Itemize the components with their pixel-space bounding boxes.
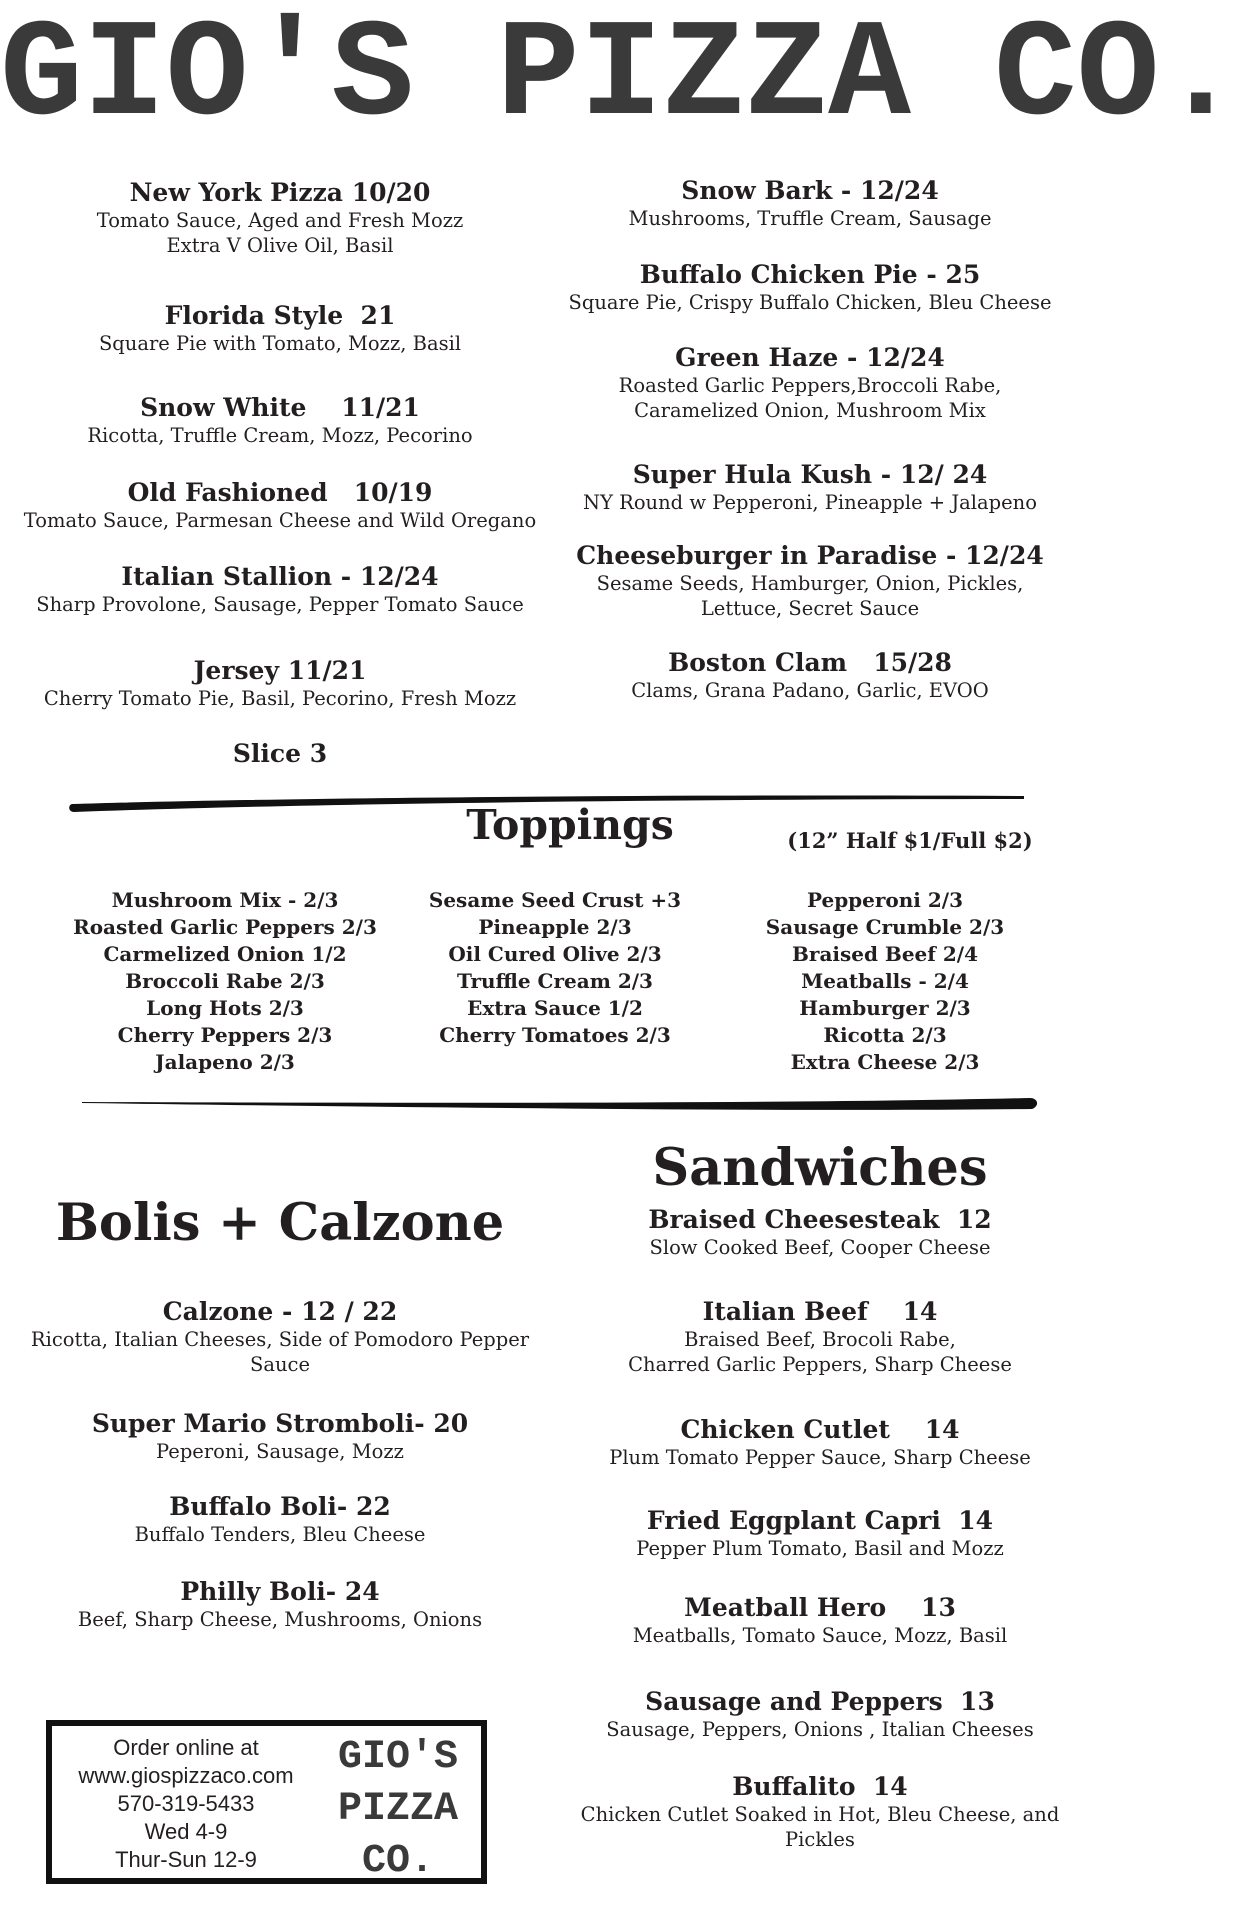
- sandwiches-heading: Sandwiches: [652, 1138, 988, 1198]
- item-name: Boston Clam 15/28: [668, 648, 952, 677]
- menu-item: [0, 178, 560, 258]
- item-name: Fried Eggplant Capri 14: [646, 1506, 994, 1535]
- menu-item: [540, 541, 1080, 621]
- order-online-label: Order online at: [113, 1735, 259, 1760]
- item-description: Roasted Garlic Peppers,Broccoli Rabe, Caramelized Onion, Mushroom Mix: [618, 374, 1002, 422]
- item-name: Braised Cheesesteak 12: [648, 1205, 992, 1234]
- item-description: Sausage, Peppers, Onions , Italian Cheeses: [606, 1718, 1034, 1741]
- item-description: Cherry Tomato Pie, Basil, Pecorino, Fresh Mozz: [43, 687, 517, 710]
- menu-item: [540, 343, 1080, 423]
- menu-item: [540, 1415, 1100, 1470]
- item-name: Sausage and Peppers 13: [645, 1687, 995, 1716]
- item-name: Old Fashioned 10/19: [127, 478, 433, 507]
- topping-item: Cherry Peppers 2/3: [117, 1023, 333, 1047]
- item-description: Braised Beef, Brocoli Rabe, Charred Garlic Peppers, Sharp Cheese: [628, 1328, 1012, 1376]
- toppings-heading: Toppings: [466, 801, 674, 849]
- topping-item: Extra Cheese 2/3: [790, 1050, 980, 1074]
- topping-item: Oil Cured Olive 2/3: [448, 942, 662, 966]
- menu-item: [540, 648, 1080, 703]
- menu-item: [540, 260, 1080, 315]
- item-description: Peperoni, Sausage, Mozz: [156, 1440, 404, 1463]
- menu-item: [540, 1772, 1100, 1852]
- topping-item: Truffle Cream 2/3: [457, 969, 653, 993]
- topping-item: Carmelized Onion 1/2: [103, 942, 347, 966]
- phone-number[interactable]: 570-319-5433: [117, 1791, 255, 1816]
- footer-logo-line: PIZZA: [337, 1787, 459, 1832]
- item-name: Snow White 11/21: [140, 393, 420, 422]
- topping-item: Braised Beef 2/4: [792, 942, 978, 966]
- item-name: Cheeseburger in Paradise - 12/24: [576, 541, 1044, 570]
- item-description: Pepper Plum Tomato, Basil and Mozz: [636, 1537, 1004, 1560]
- topping-item: Hamburger 2/3: [799, 996, 971, 1020]
- contact-info: [56, 1734, 316, 1874]
- item-name: Super Hula Kush - 12/ 24: [632, 460, 988, 489]
- item-description: Square Pie, Crispy Buffalo Chicken, Bleu Cheese: [568, 291, 1052, 314]
- toppings-pricing: (12” Half $1/Full $2): [787, 828, 1033, 853]
- topping-item: Broccoli Rabe 2/3: [125, 969, 325, 993]
- topping-item: Sesame Seed Crust +3: [428, 888, 682, 912]
- topping-item: Cherry Tomatoes 2/3: [439, 1023, 671, 1047]
- topping-item: Pepperoni 2/3: [806, 888, 964, 912]
- divider-stroke: [80, 1090, 1040, 1118]
- item-name: Italian Beef 14: [702, 1297, 938, 1326]
- contact-box: [46, 1720, 487, 1884]
- item-description: Tomato Sauce, Parmesan Cheese and Wild Oregano: [23, 509, 537, 532]
- menu-item: [540, 1593, 1100, 1648]
- menu-item: [540, 1687, 1100, 1742]
- item-name: Buffalo Boli- 22: [169, 1492, 391, 1521]
- topping-item: Roasted Garlic Peppers 2/3: [73, 915, 377, 939]
- topping-item: Mushroom Mix - 2/3: [111, 888, 339, 912]
- toppings-list: [40, 887, 410, 1076]
- item-name: Super Mario Stromboli- 20: [91, 1409, 469, 1438]
- menu-item: [0, 1297, 560, 1377]
- item-name: Green Haze - 12/24: [675, 343, 945, 372]
- item-description: NY Round w Pepperoni, Pineapple + Jalapeno: [583, 491, 1037, 514]
- hours-thur-sun: Thur-Sun 12-9: [115, 1847, 257, 1872]
- toppings-list: [740, 887, 1030, 1076]
- item-name: Buffalo Chicken Pie - 25: [639, 260, 981, 289]
- item-description: Meatballs, Tomato Sauce, Mozz, Basil: [632, 1624, 1008, 1647]
- menu-item: [0, 393, 560, 448]
- item-name: Jersey 11/21: [193, 656, 367, 685]
- menu-item: [540, 1205, 1100, 1260]
- item-name: Chicken Cutlet 14: [680, 1415, 960, 1444]
- item-name: Italian Stallion - 12/24: [121, 562, 439, 591]
- menu-item: [540, 460, 1080, 515]
- item-description: Beef, Sharp Cheese, Mushrooms, Onions: [77, 1608, 483, 1631]
- hours-wed: Wed 4-9: [144, 1819, 228, 1844]
- menu-item: [0, 1409, 560, 1464]
- item-description: Mushrooms, Truffle Cream, Sausage: [628, 207, 992, 230]
- item-description: Buffalo Tenders, Bleu Cheese: [134, 1523, 426, 1546]
- menu-item: [0, 739, 560, 769]
- item-name: Buffalito 14: [732, 1772, 908, 1801]
- item-description: Tomato Sauce, Aged and Fresh Mozz Extra V Olive Oil, Basil: [96, 209, 464, 257]
- item-description: Chicken Cutlet Soaked in Hot, Bleu Cheese, and Pickles: [580, 1803, 1060, 1851]
- menu-item: [540, 176, 1080, 231]
- topping-item: Meatballs - 2/4: [801, 969, 969, 993]
- menu-item: [0, 301, 560, 356]
- item-name: New York Pizza 10/20: [129, 178, 431, 207]
- item-description: Ricotta, Italian Cheeses, Side of Pomodoro Pepper Sauce: [30, 1328, 530, 1376]
- item-name: Meatball Hero 13: [684, 1593, 956, 1622]
- topping-item: Pineapple 2/3: [478, 915, 632, 939]
- footer-logo-line: CO.: [361, 1839, 434, 1884]
- topping-item: Long Hots 2/3: [146, 996, 304, 1020]
- menu-item: [540, 1506, 1100, 1561]
- item-description: Sharp Provolone, Sausage, Pepper Tomato Sauce: [36, 593, 524, 616]
- item-name: Philly Boli- 24: [180, 1577, 380, 1606]
- item-description: Ricotta, Truffle Cream, Mozz, Pecorino: [87, 424, 473, 447]
- item-description: Slow Cooked Beef, Cooper Cheese: [649, 1236, 991, 1259]
- item-description: Plum Tomato Pepper Sauce, Sharp Cheese: [609, 1446, 1031, 1469]
- footer-logo-line: GIO'S: [337, 1735, 459, 1780]
- topping-item: Extra Sauce 1/2: [467, 996, 643, 1020]
- footer-logo: [318, 1732, 478, 1888]
- item-name: Calzone - 12 / 22: [162, 1297, 398, 1326]
- item-name: Slice 3: [232, 739, 328, 768]
- toppings-list: [410, 887, 700, 1049]
- menu-item: [0, 1492, 560, 1547]
- menu-item: [0, 1577, 560, 1632]
- website-link[interactable]: www.giospizzaco.com: [78, 1763, 294, 1788]
- menu-item: [0, 562, 560, 617]
- menu-item: [0, 478, 560, 533]
- topping-item: Jalapeno 2/3: [155, 1050, 295, 1074]
- menu-item: [0, 656, 560, 711]
- item-description: Clams, Grana Padano, Garlic, EVOO: [631, 679, 989, 702]
- bolis-heading: Bolis + Calzone: [55, 1193, 505, 1253]
- menu-item: [540, 1297, 1100, 1377]
- brand-logo: GIO'S PIZZA CO.: [0, 0, 1242, 155]
- item-description: Sesame Seeds, Hamburger, Onion, Pickles, Lettuce, Secret Sauce: [596, 572, 1024, 620]
- item-description: Square Pie with Tomato, Mozz, Basil: [98, 332, 462, 355]
- item-name: Florida Style 21: [164, 301, 396, 330]
- item-name: Snow Bark - 12/24: [681, 176, 939, 205]
- topping-item: Sausage Crumble 2/3: [765, 915, 1005, 939]
- topping-item: Ricotta 2/3: [823, 1023, 947, 1047]
